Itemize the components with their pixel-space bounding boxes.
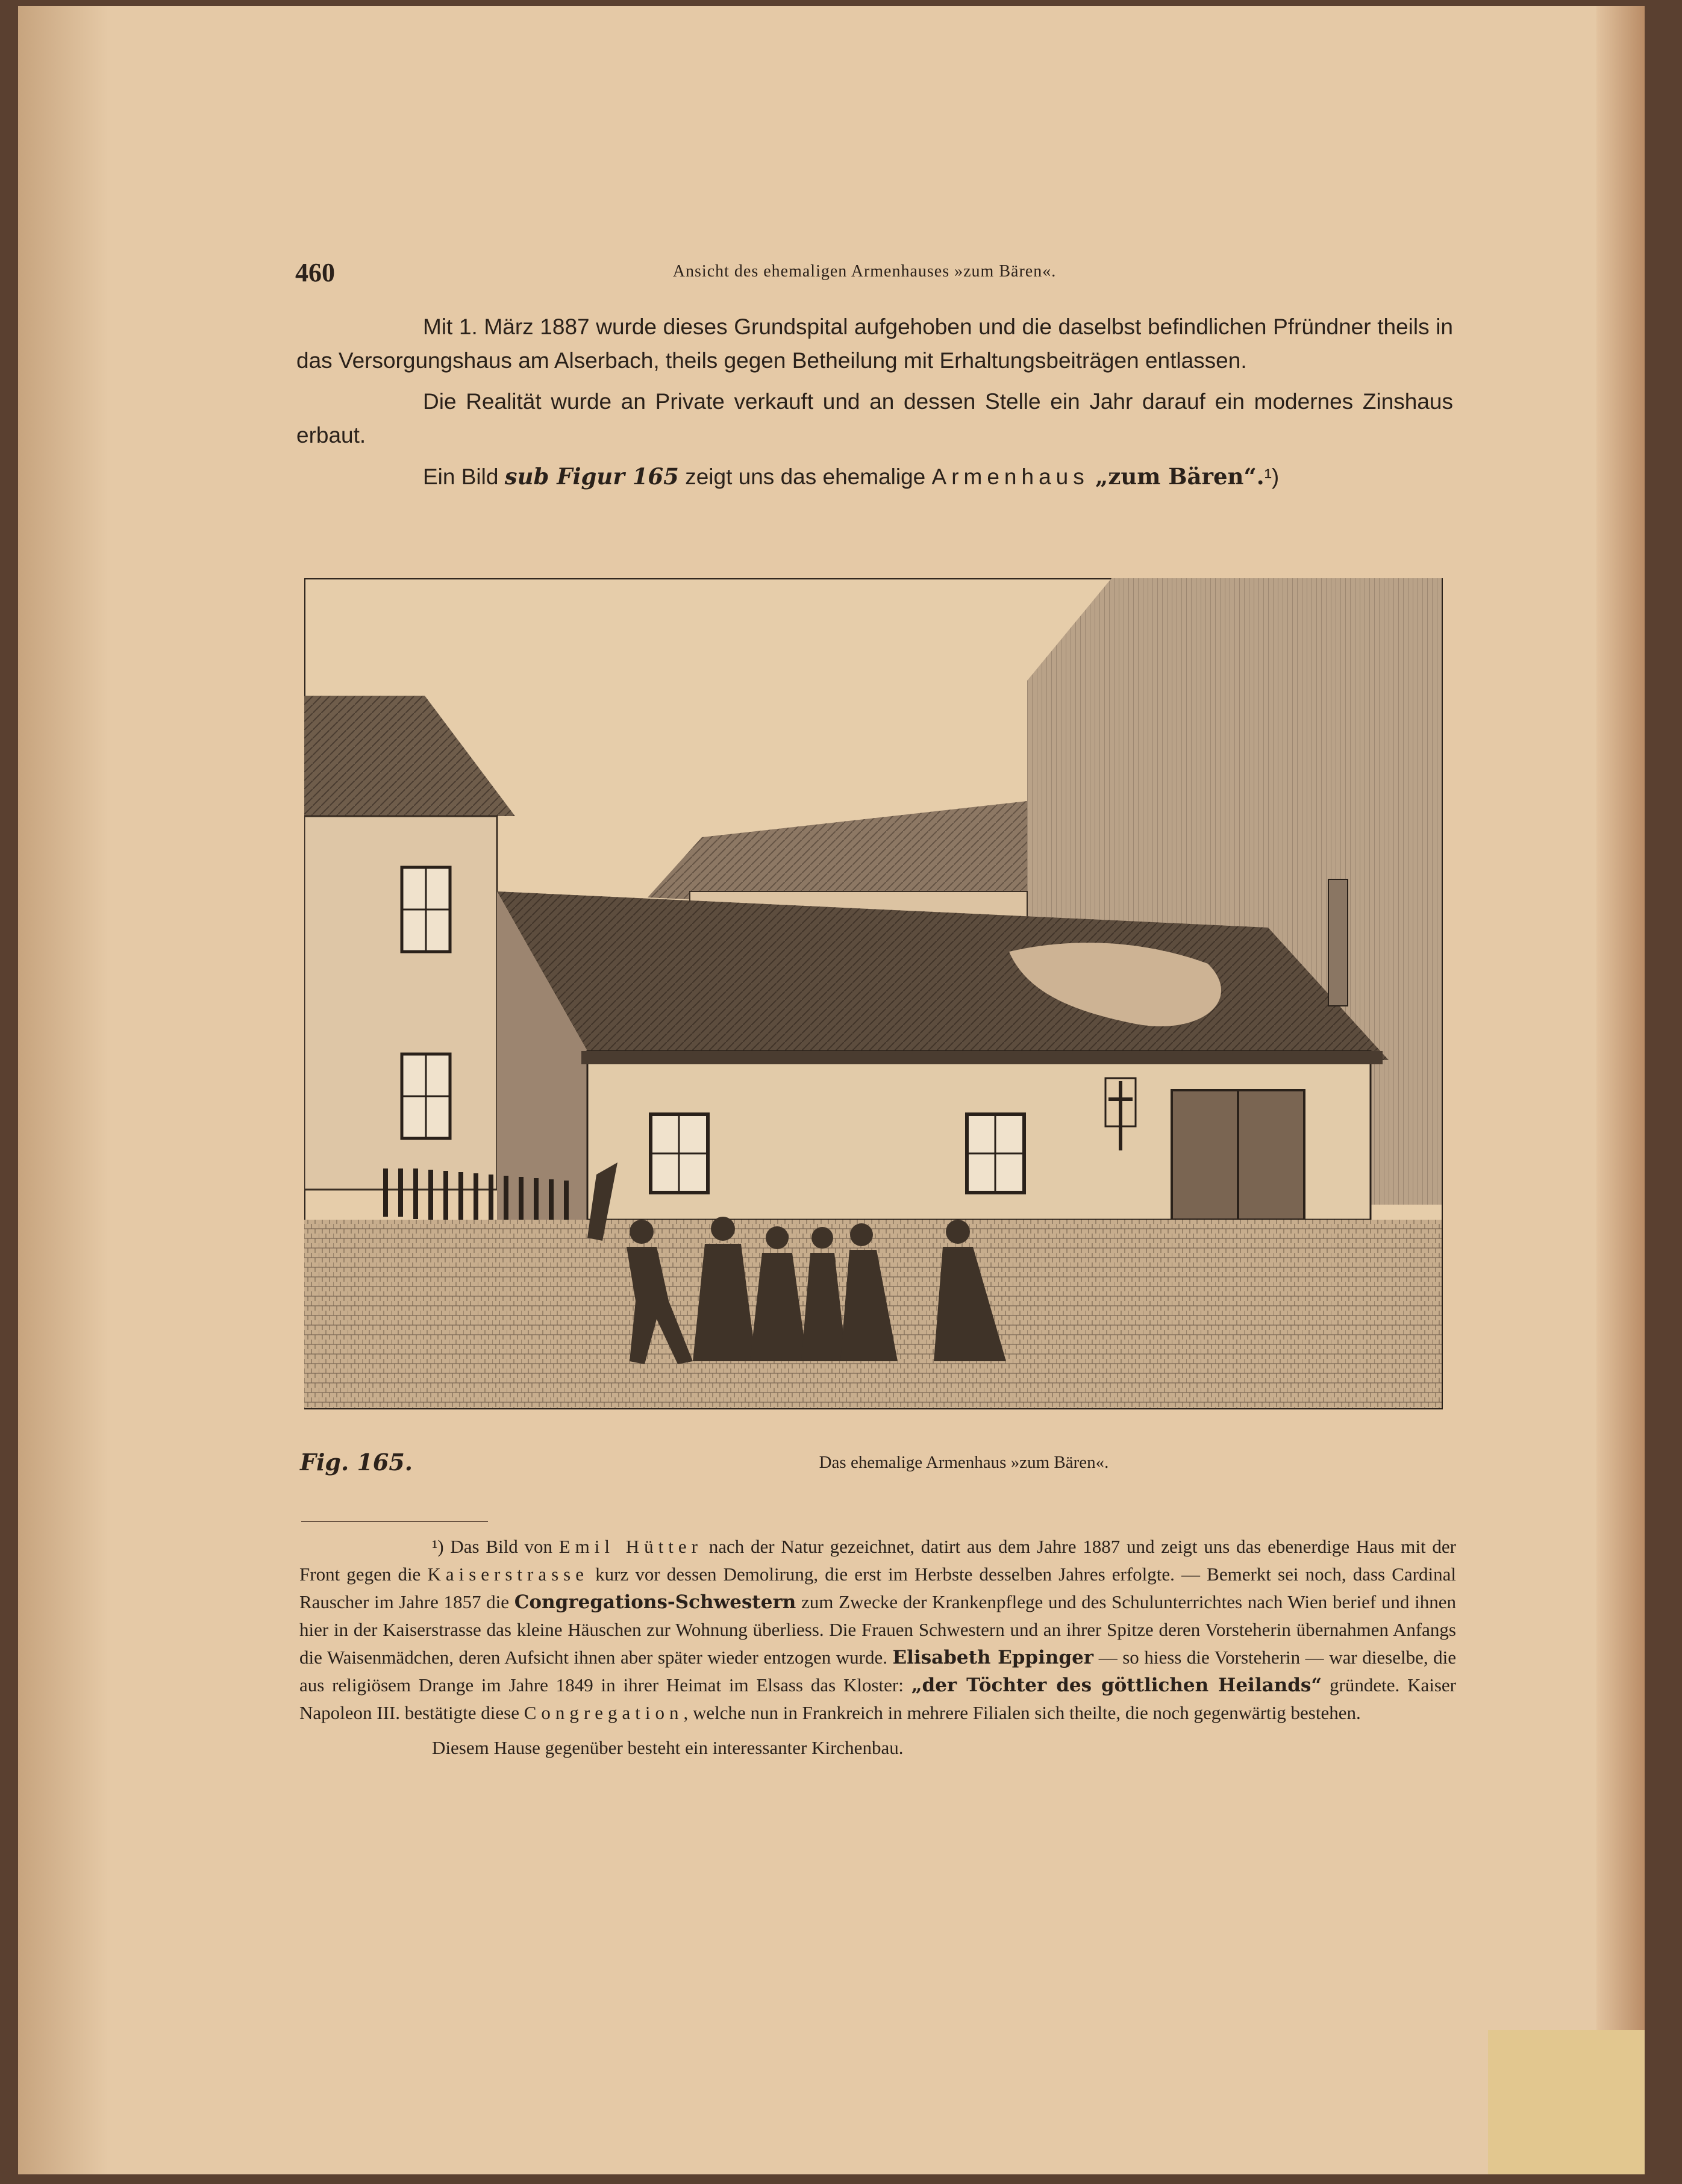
paragraph-3 — [296, 460, 1453, 494]
engraving-illustration — [304, 578, 1443, 1409]
footnote-reference: ¹) — [1264, 464, 1280, 489]
paragraph-2: Die Realität wurde an Private verkauft und an dessen Stelle ein Jahr darauf ein modernes Zinshaus erbaut. — [296, 389, 1453, 448]
paragraph-3-text-b: zeigt uns das ehemalige — [678, 464, 932, 489]
page-gutter-shadow — [18, 6, 108, 2174]
figure-reference: sub Figur 165 — [504, 463, 679, 490]
street-name: Kaiserstrasse — [427, 1564, 589, 1585]
page-header — [277, 256, 1452, 292]
footnote-paragraph-2: Diesem Hause gegenüber besteht ein interessanter Kirchenbau. — [432, 1737, 904, 1758]
footnote-text-5: — so hiess die Vorsteherin — war dieselbe, die aus religiösem Drange im Jahre 1849 in ihrer Heimat im Elsass das Kloster: — [299, 1647, 1456, 1696]
figure-label: Fig. 165. — [300, 1449, 413, 1476]
main-text — [296, 310, 1453, 501]
author-name: Emil Hütter — [558, 1536, 702, 1557]
footnote-1 — [299, 1533, 1456, 1727]
footnote-text-4: zum Zwecke der Krankenpflege und des Schulunterrichtes nach Wien berief und ihnen hier in der Kaiserstrasse das kleine Häuschen zur Wohnung überliess. Die Frauen Schwestern und an ihrer Spitze deren Vorsteherin übernahmen Anfangs die Waisenmädchen, deren Aufsicht ihnen aber später wieder entzogen wurde. — [299, 1591, 1456, 1668]
footnote-text-2: nach der Natur gezeichnet, datirt aus dem Jahre 1887 und zeigt uns das ebenerdige Haus mit der Front gegen die — [299, 1536, 1456, 1585]
running-title: Ansicht des ehemaligen Armenhauses »zum Bären«. — [672, 262, 1057, 281]
page-number: 460 — [295, 258, 335, 287]
figure-165-engraving — [304, 578, 1443, 1409]
person-name: Elisabeth Eppinger — [892, 1647, 1094, 1668]
house-name: „zum Bären“. — [1095, 463, 1265, 490]
footnote-text-7: , welche nun in Frankreich in mehrere Filialen sich theilte, die noch gegenwärtig bestehen. — [683, 1702, 1361, 1723]
paper-discoloration — [1488, 2030, 1645, 2174]
footnote-marker: ¹) — [432, 1536, 444, 1557]
congregation-term: Congregation — [524, 1702, 684, 1723]
paragraph-1: Mit 1. März 1887 wurde dieses Grundspital aufgehoben und die daselbst befindlichen Pfründner theils in das Versorgungshaus am Alserbach, theils gegen Betheilung mit Erhaltungsbeiträgen entlassen. — [296, 314, 1453, 373]
chimney — [1328, 879, 1348, 1006]
footnote-text-6: gründete. Kaiser Napoleon III. bestätigte diese — [299, 1674, 1456, 1723]
page-edge-shadow — [1596, 6, 1645, 2174]
paragraph-3-space — [1089, 464, 1095, 489]
footnote-text-1: Das Bild von — [443, 1536, 559, 1557]
footnotes — [299, 1533, 1456, 1762]
figure-caption: Das ehemalige Armenhaus »zum Bären«. — [819, 1453, 1109, 1472]
armenhaus-house — [497, 879, 1389, 1220]
order-name: „der Töchter des göttlichen Heilands“ — [911, 1674, 1322, 1696]
paragraph-3-text-a: Ein Bild — [423, 464, 505, 489]
congregation-name: Congregations-Schwestern — [514, 1591, 796, 1613]
footnote-rule — [301, 1521, 488, 1522]
footnote-text-3: kurz vor dessen Demolirung, die erst im Herbste desselben Jahres erfolgte. — Bemerkt sei noch, dass Cardinal Rauscher im Jahre 1857 die — [299, 1564, 1456, 1612]
spaced-term-armenhaus: Armenhaus — [931, 464, 1089, 489]
